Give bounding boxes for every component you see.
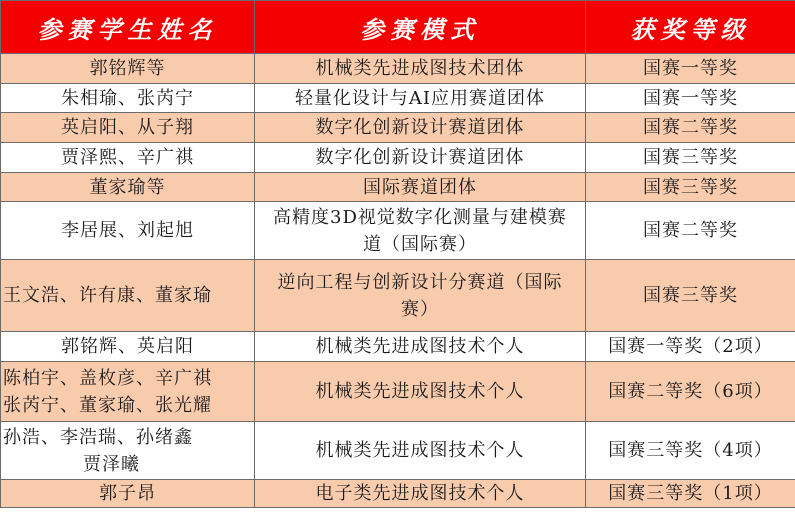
competition-mode-cell [255,173,586,202]
competition-mode: 逆向工程与创新设计分赛道（国际 [277,271,563,293]
table-row [1,422,795,480]
participant-names-cell [1,202,255,260]
participant-names-cell [1,362,255,422]
competition-mode: 高精度3D视觉数字化测量与建模赛 [273,206,567,228]
table-row [1,113,795,143]
award-level: 国赛三等奖 [586,260,795,332]
competition-mode: 数字化创新设计赛道团体 [315,117,525,138]
participant-names-cell [1,143,255,173]
competition-mode: 机械类先进成图技术个人 [315,336,525,357]
award-level: 国赛二等奖 [586,202,795,260]
competition-mode: 赛） [401,298,439,320]
participant-names-cell [1,84,255,113]
competition-mode-cell [255,332,586,362]
award-level: 国赛三等奖 [586,143,795,173]
participant-names: 英启阳、从子翔 [61,117,194,138]
competition-mode-cell [255,113,586,143]
award-level: 国赛一等奖 [586,84,795,113]
participant-names: 董家瑜等 [89,176,166,198]
participant-names-cell [1,480,255,508]
competition-mode-cell [255,422,586,480]
participant-names: 李居展、刘起旭 [61,220,194,241]
award-level: 国赛三等奖 [586,173,795,202]
table-row [1,143,795,173]
participant-names-cell [1,422,255,480]
table-row [1,202,795,260]
competition-mode-cell [255,143,586,173]
participant-names-cell [1,173,255,202]
competition-mode: 机械类先进成图技术个人 [315,440,525,461]
table-row [1,480,795,508]
header-participants: 参赛学生姓名 [1,1,255,54]
participant-names-cell [1,260,255,332]
participant-names: 贾泽熙、辛广祺 [61,147,194,168]
header-level: 获奖等级 [586,1,795,54]
award-level: 国赛一等奖 [586,54,795,84]
header-row [1,1,795,54]
participant-names-cell [1,113,255,143]
participant-names: 郭子昂 [99,483,156,504]
award-level: 国赛二等奖（6项） [586,362,795,422]
award-level: 国赛三等奖（1项） [586,480,795,508]
participant-names-cell [1,54,255,84]
participant-names-cell [1,332,255,362]
competition-mode-cell [255,202,586,260]
header-mode: 参赛模式 [255,1,586,54]
table-row [1,362,795,422]
competition-mode-cell [255,362,586,422]
table-body [1,54,795,508]
competition-mode: 道（国际赛） [363,233,477,255]
award-level: 国赛二等奖 [586,113,795,143]
competition-mode-cell [255,260,586,332]
competition-mode-cell [255,54,586,84]
competition-mode: 机械类先进成图技术团体 [315,58,525,79]
participant-names: 陈柏宇、盖枚彦、辛广祺 [3,367,212,389]
award-level: 国赛一等奖（2项） [586,332,795,362]
competition-mode: 数字化创新设计赛道团体 [315,147,525,168]
competition-mode: 机械类先进成图技术个人 [315,381,525,402]
table-row [1,54,795,84]
participant-names: 郭铭辉、英启阳 [61,336,194,357]
participant-names: 王文浩、许有康、董家瑜 [3,285,212,306]
participant-names: 贾泽曦 [83,453,140,475]
participant-names: 孙浩、李浩瑞、孙绪鑫 [3,426,193,448]
competition-mode: 轻量化设计与AI应用赛道团体 [294,87,546,109]
competition-mode-cell [255,480,586,508]
award-level: 国赛三等奖（4项） [586,422,795,480]
table-row [1,84,795,113]
participant-names: 郭铭辉等 [89,58,166,79]
table-row [1,260,795,332]
competition-mode-cell [255,84,586,113]
competition-mode: 国际赛道团体 [363,176,477,198]
table-row [1,332,795,362]
participant-names: 张芮宁、董家瑜、张光耀 [3,394,212,416]
table-row [1,173,795,202]
participant-names: 朱相瑜、张芮宁 [61,87,194,109]
competition-mode: 电子类先进成图技术个人 [315,483,525,504]
